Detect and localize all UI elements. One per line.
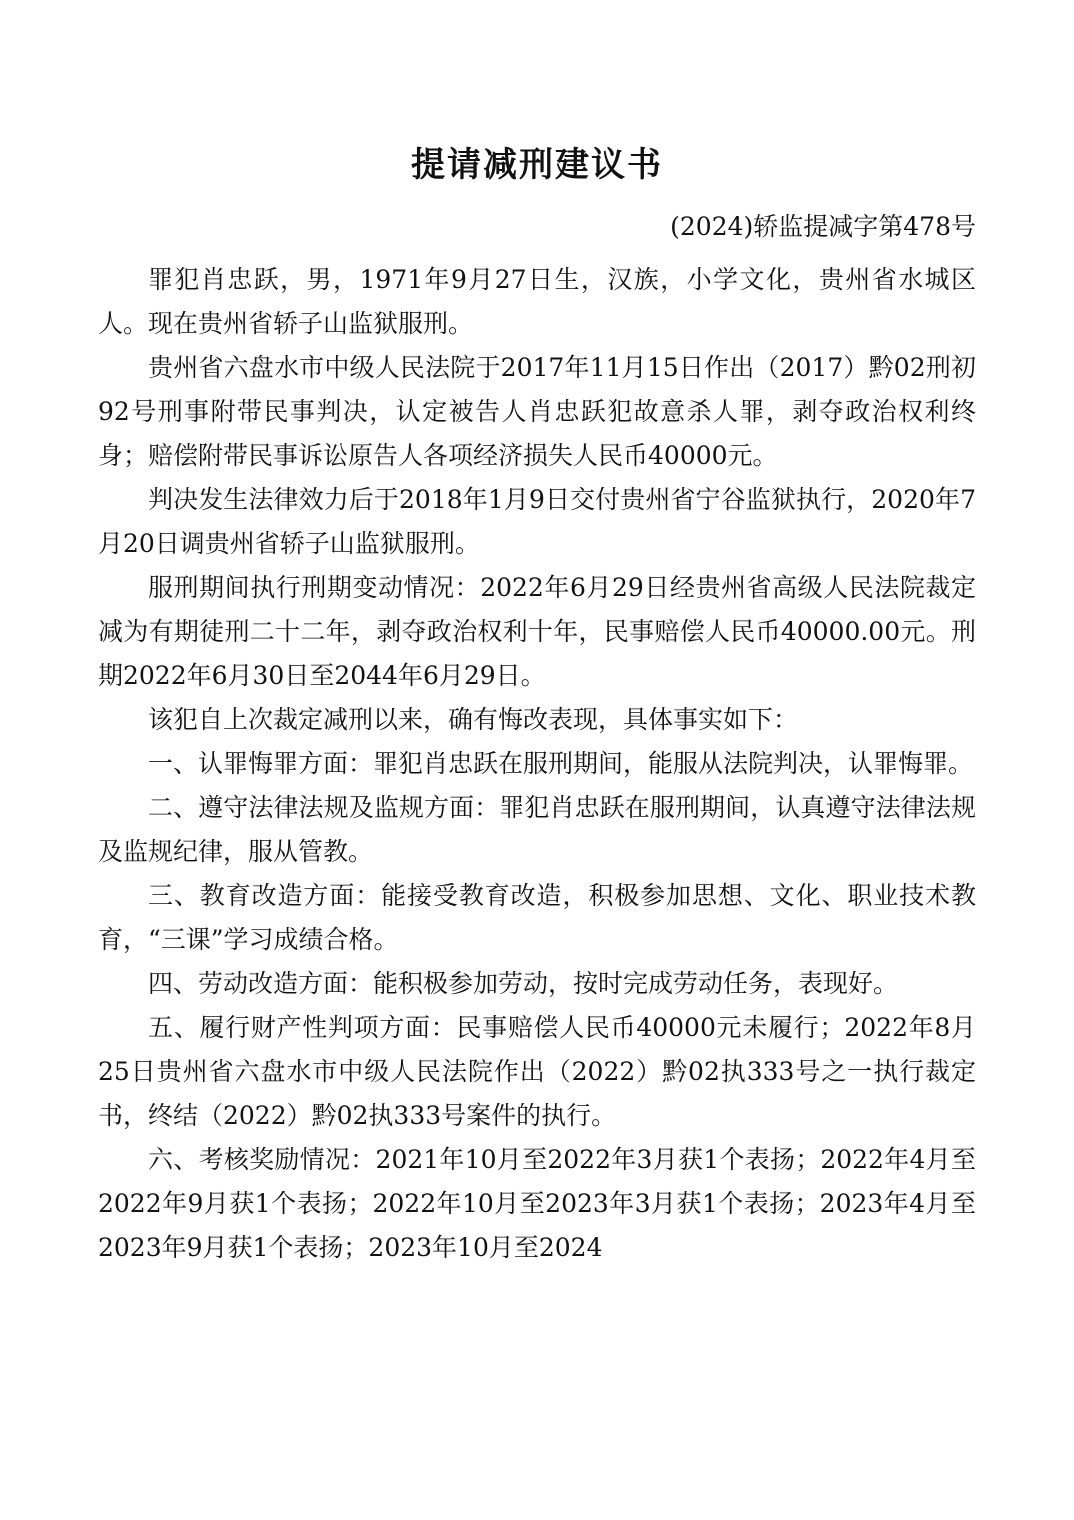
paragraph-original-judgment: 贵州省六盘水市中级人民法院于2017年11月15日作出（2017）黔02刑初92号刑事附带民事判决，认定被告人肖忠跃犯故意杀人罪，剥夺政治权利终身；赔偿附带民事诉讼原告人各项经济损失人民币40000元。 — [98, 353, 976, 470]
paragraph-repentance-intro: 该犯自上次裁定减刑以来，确有悔改表现，具体事实如下： — [148, 705, 799, 734]
paragraph-sentence-changes: 服刑期间执行刑期变动情况：2022年6月29日经贵州省高级人民法院裁定减为有期徒刑二十二年，剥夺政治权利十年，民事赔偿人民币40000.00元。刑期2022年6月30日至2044年6月29日。 — [98, 573, 976, 690]
document-body — [98, 258, 976, 1270]
paragraph-property-judgment: 五、履行财产性判项方面：民事赔偿人民币40000元未履行；2022年8月25日贵州省六盘水市中级人民法院作出（2022）黔02执333号之一执行裁定书，终结（2022）黔02执333号案件的执行。 — [98, 1013, 976, 1130]
paragraph-criminal-info: 罪犯肖忠跃，男，1971年9月27日生，汉族，小学文化，贵州省水城区人。现在贵州省轿子山监狱服刑。 — [98, 265, 976, 338]
document-number: (2024)轿监提减字第478号 — [670, 212, 976, 241]
paragraph-execution: 判决发生法律效力后于2018年1月9日交付贵州省宁谷监狱执行，2020年7月20日调贵州省轿子山监狱服刑。 — [98, 485, 976, 558]
paragraph-labor: 四、劳动改造方面：能积极参加劳动，按时完成劳动任务，表现好。 — [148, 969, 899, 998]
paragraph-admit-guilt: 一、认罪悔罪方面：罪犯肖忠跃在服刑期间，能服从法院判决，认罪悔罪。 — [148, 749, 974, 778]
paragraph-assessment-rewards: 六、考核奖励情况：2021年10月至2022年3月获1个表扬；2022年4月至2022年9月获1个表扬；2022年10月至2023年3月获1个表扬；2023年4月至2023年9月获1个表扬；2023年10月至2024 — [98, 1145, 976, 1262]
paragraph-obey-rules: 二、遵守法律法规及监规方面：罪犯肖忠跃在服刑期间，认真遵守法律法规及监规纪律，服从管教。 — [98, 793, 976, 866]
document-title: 提请减刑建议书 — [411, 145, 663, 185]
paragraph-education: 三、教育改造方面：能接受教育改造，积极参加思想、文化、职业技术教育，“三课”学习成绩合格。 — [98, 881, 976, 954]
